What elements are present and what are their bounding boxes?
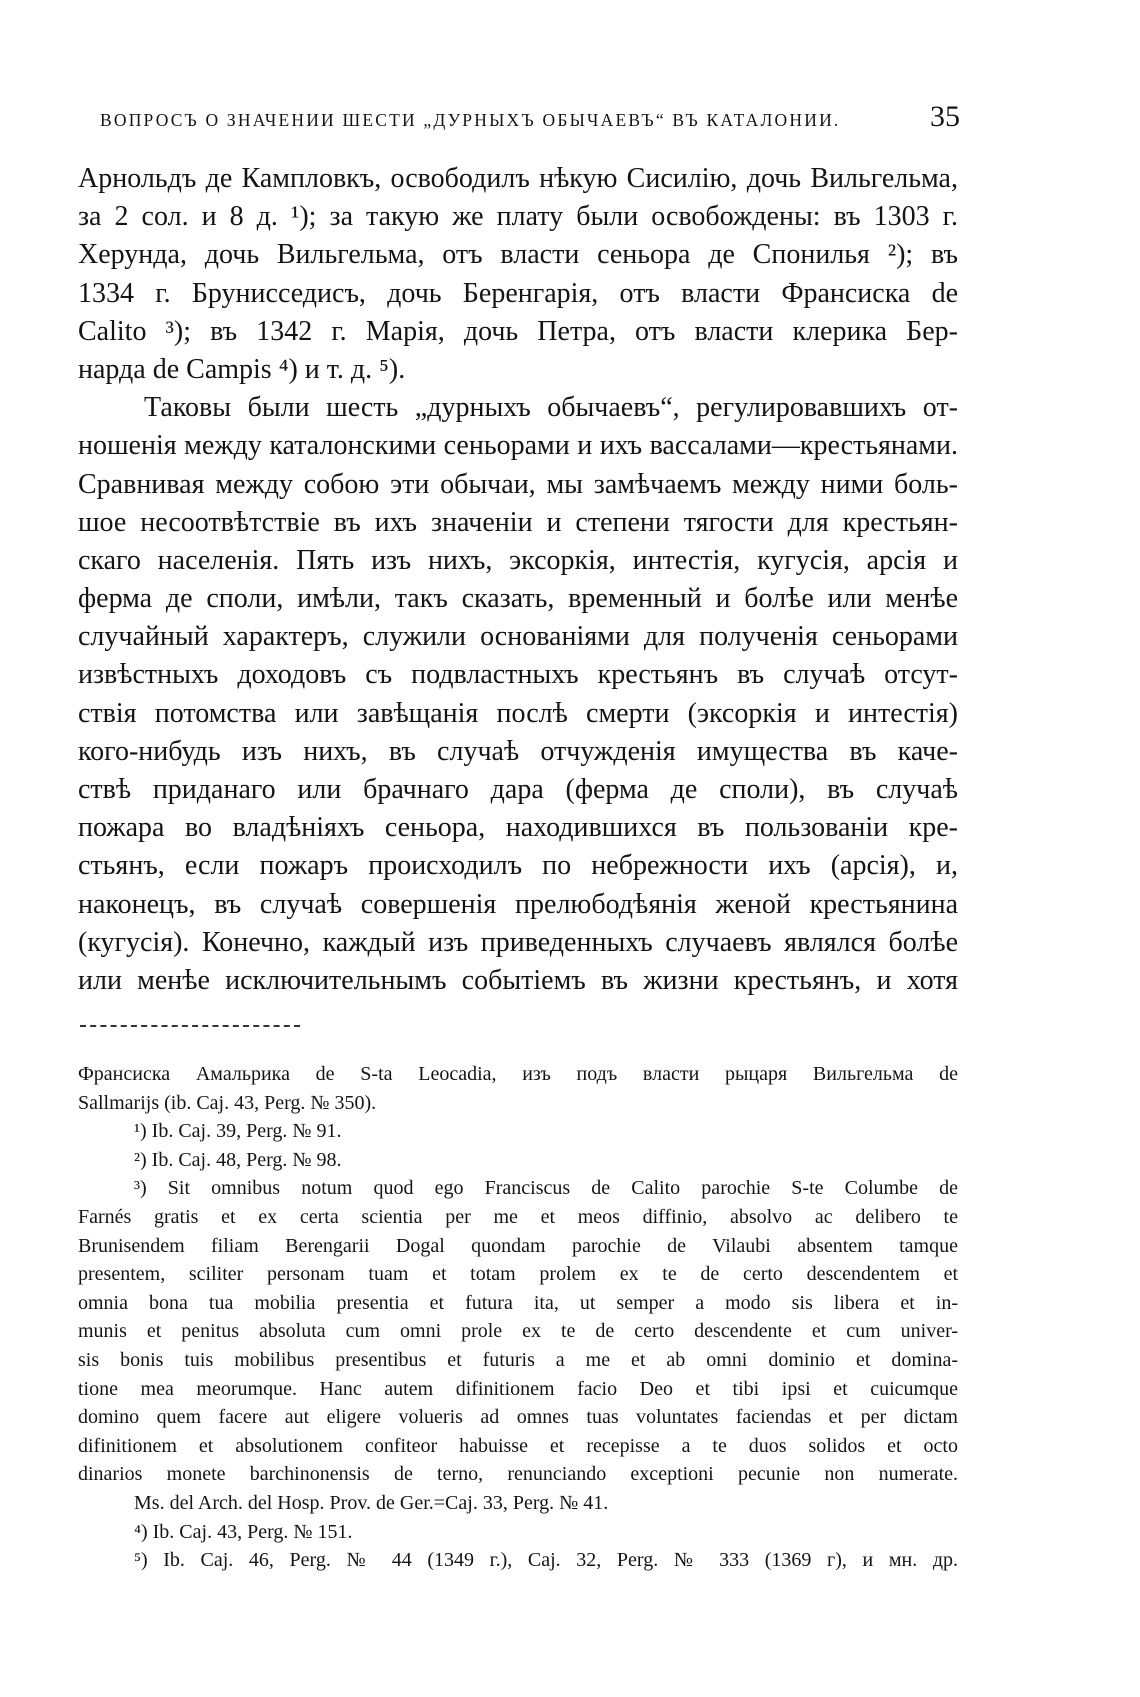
text-line: (кугусія). Конечно, каждый изъ приведенныхъ случаевъ являлся болѣе [78,926,958,958]
footnote-line: dinarios monete barchinonensis de terno, renunciando exceptioni pecunie non numerate. [78,1463,958,1486]
text-line: ствѣ приданаго или брачнаго дара (ферма де споли), въ случаѣ [78,774,958,805]
footnote-line: Farnés gratis et ex certa scientia per me et meos diffinio, absolvo ac delibero te [78,1205,958,1228]
footnote-line: presentem, sciliter personam tuam et totam prolem ex te de certo descendentem et [78,1263,958,1286]
footnote-line: Франсиска Амальрика de S-ta Leocadia, изъ подъ власти рыцаря Вильгельма de [78,1063,958,1085]
main-text [78,160,958,1000]
text-line: Херунда, дочь Вильгельма, отъ власти сеньора де Спонилья ²); въ [78,239,958,271]
text-line: случайный характеръ, служили основаніями для полученія сеньорами [78,621,958,653]
footnote-line: tione mea meorumque. Hanc autem difinitionem facio Deo et tibi ipsi et cuicumque [78,1377,958,1400]
footnote-line: ³) Sit omnibus notum quod ego Franciscus de Calito parochie S-te Columbe de [134,1177,958,1200]
text-line: ферма де споли, имѣли, такъ сказать, временный и болѣе или менѣе [78,583,958,615]
text-line: шое несоотвѣтствіе въ ихъ значеніи и степени тягости для крестьян- [78,506,958,538]
page-header [100,98,960,138]
footnote-line: ⁴) Ib. Caj. 43, Perg. № 151. [134,1520,353,1543]
text-line: Сравнивая между собою эти обычаи, мы замѣчаемъ между ними боль- [78,468,958,500]
footnote-divider [80,1025,300,1027]
text-line: или менѣе исключительнымъ событіемъ въ жизни крестьянъ, и хотя [78,964,958,996]
text-line: Арнольдъ де Кампловкъ, освободилъ нѣкую Сисилію, дочь Вильгельма, [78,163,958,194]
text-line: пожара во владѣніяхъ сеньора, находившихся въ пользованіи кре- [78,812,958,844]
text-line: кого-нибудь изъ нихъ, въ случаѣ отчужденія имущества въ каче- [78,735,958,767]
footnote-line: domino quem facere aut eligere volueris ad omnes tuas voluntates faciendas et per dictam [78,1406,958,1429]
text-line: извѣстныхъ доходовъ съ подвластныхъ крестьянъ въ случаѣ отсут- [78,659,958,691]
text-line: стьянъ, если пожаръ происходилъ по небрежности ихъ (арсія), и, [78,850,958,882]
footnote-line: Sallmarijs (ib. Caj. 43, Perg. № 350). [78,1091,377,1114]
text-line: за 2 сол. и 8 д. ¹); за такую же плату были освобождены: въ 1303 г. [78,201,958,233]
page-number: 35 [930,100,960,133]
footnote-line: Ms. del Arch. del Hosp. Prov. de Ger.=Caj. 33, Perg. № 41. [134,1491,609,1514]
text-line: Таковы были шесть „дурныхъ обычаевъ“, регулировавшихъ от- [144,392,958,424]
text-line: наконецъ, въ случаѣ совершенія прелюбодѣянія женой крестьянина [78,888,958,920]
footnote-line: Brunisendem filiam Berengarii Dogal quondam parochie de Vilaubi absentem tamque [78,1234,958,1257]
running-head: ВОПРОСЪ О ЗНАЧЕНИИ ШЕСТИ „ДУРНЫХЪ ОБЫЧАЕВЪ“ ВЪ КАТАЛОНИИ. [100,110,841,130]
text-line: Calito ³); въ 1342 г. Марія, дочь Петра, отъ власти клерика Бер- [78,315,958,347]
footnote-line: ⁵) Ib. Caj. 46, Perg. № 44 (1349 г.), Caj. 32, Perg. № 333 (1369 г), и мн. др. [134,1549,958,1572]
text-line: ношенія между каталонскими сеньорами и ихъ вассалами—крестьянами. [78,430,958,462]
footnote-line: ¹) Ib. Caj. 39, Perg. № 91. [134,1120,342,1143]
text-line: 1334 г. Брунисседисъ, дочь Беренгарія, отъ власти Франсиска de [78,277,958,309]
text-line: нарда de Campis ⁴) и т. д. ⁵). [78,353,406,385]
footnote-line: munis et penitus absoluta cum omni prole ex te de certo descendente et cum univer- [78,1320,958,1343]
text-line: ствія потомства или завѣщанія послѣ смерти (эксоркія и интестія) [78,697,958,729]
text-line: скаго населенія. Пять изъ нихъ, эксоркія, интестія, кугусія, арсія и [78,544,958,576]
footnote-line: ²) Ib. Caj. 48, Perg. № 98. [134,1148,342,1171]
footnotes [78,1060,958,1575]
footnote-line: difinitionem et absolutionem confiteor habuisse et recepisse a te duos solidos et octo [78,1434,958,1457]
footnote-line: sis bonis tuis mobilibus presentibus et futuris a me et ab omni dominio et domina- [78,1348,958,1371]
footnote-line: omnia bona tua mobilia presentia et futura ita, ut semper a modo sis libera et in- [78,1291,958,1314]
